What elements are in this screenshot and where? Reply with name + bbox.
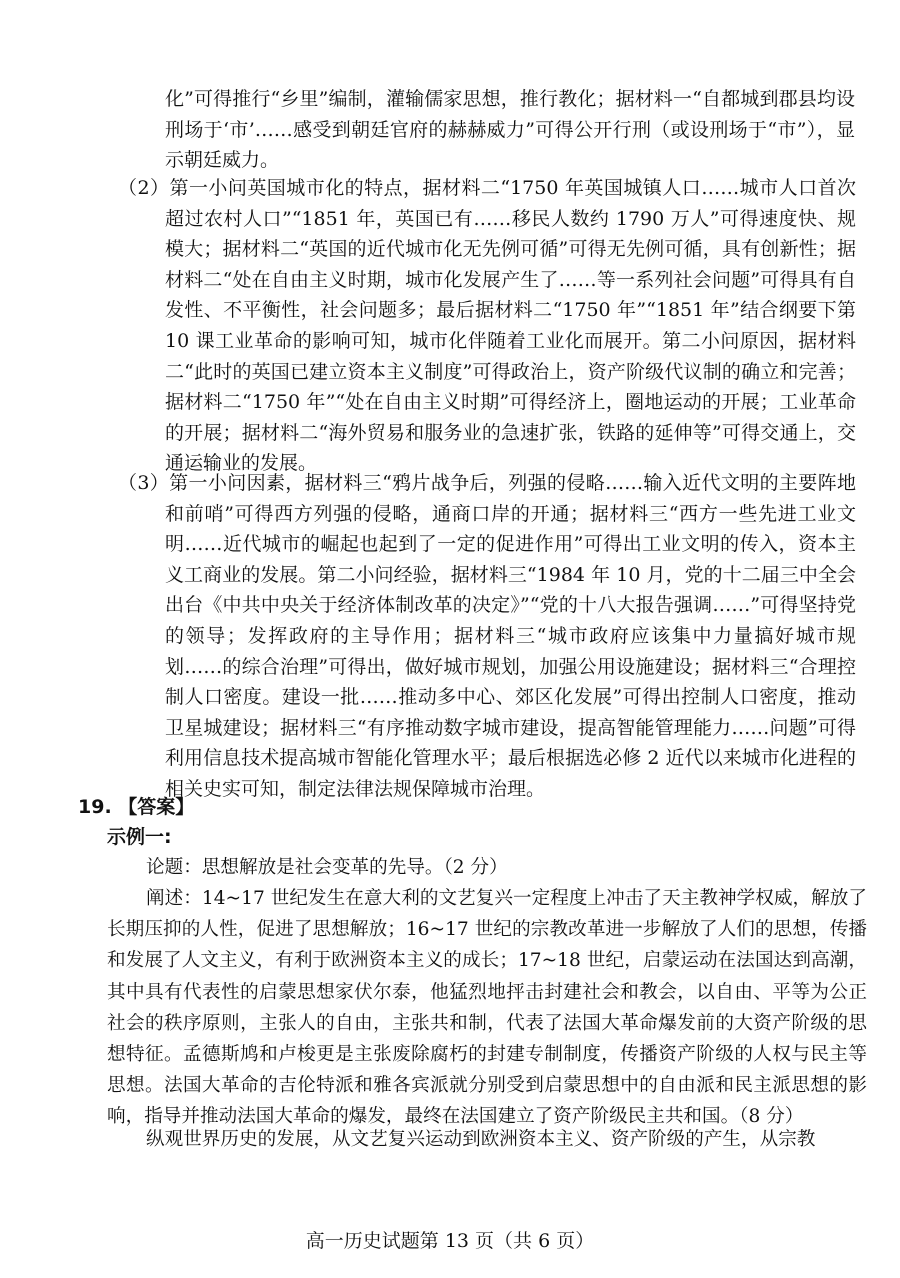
exposition-paragraph: 阐述：14~17 世纪发生在意大利的文艺复兴一定程度上冲击了天主教神学权威，解放了长期压抑的人性，促进了思想解放；16~17 世纪的宗教改革进一步解放了人们的思想，传播和发展了人文主义，有利于欧洲资本主义的成长；17~18 世纪，启蒙运动在法国达到高潮，其中具有代表性的启蒙思想家伏尔泰，他猛烈地抨击封建社会和教会，以自由、平等为公正社会的秩序原则，主张人的自由，主张共和制，代表了法国大革命爆发前的大资产阶级的思想特征。孟德斯鸠和卢梭更是主张废除腐朽的封建专制制度，传播资产阶级的人权与民主等思想。法国大革命的吉伦特派和雅各宾派就分别受到启蒙思想中的自由派和民主派思想的影响，指导并推动法国大革命的爆发，最终在法国建立了资产阶级民主共和国。（8 分） — [107, 888, 867, 1128]
question-19-heading — [78, 792, 194, 822]
topic-paragraph: 论题：思想解放是社会变革的先导。（2 分） — [146, 857, 508, 878]
closing-paragraph: 纵观世界历史的发展，从文艺复兴运动到欧洲资本主义、资产阶级的产生，从宗教 — [146, 1129, 816, 1150]
page-footer: 高一历史试题第 13 页（共 6 页） — [305, 1230, 595, 1252]
answer-item-3: （3）第一小问因素，据材料三“鸦片战争后，列强的侵略……输入近代文明的主要阵地和前哨”可得西方列强的侵略，通商口岸的开通；据材料三“西方一些先进工业文明……近代城市的崛起也起到了一定的促进作用”可得出工业文明的传入，资本主义工商业的发展。第二小问经验，据材料三“1984 年 10 月，党的十二届三中全会出台《中共中央关于经济体制改革的决定》”“党的十八大报告强调……”可得坚持党的领导；发挥政府的主导作用；据材料三“城市政府应该集中力量搞好城市规划……的综合治理”可得出，做好城市规划，加强公用设施建设；据材料三“合理控制人口密度。建设一批……推动多中心、郊区化发展”可得出控制人口密度，推动卫星城建设；据材料三“有序推动数字城市建设，提高智能管理能力……问题”可得利用信息技术提高城市智能化管理水平；最后根据选必修 2 近代以来城市化进程的相关史实可知，制定法律法规保障城市治理。 — [118, 472, 856, 800]
answer-item-2: （2）第一小问英国城市化的特点，据材料二“1750 年英国城镇人口……城市人口首次超过农村人口”“1851 年，英国已有……移民人数约 1790 万人”可得速度快、规模大；据材料二“英国的近代城市化无先例可循”可得无先例可循，具有创新性；据材料二“处在自由主义时期，城市化发展产生了……等一系列社会问题”可得具有自发性、不平衡性，社会问题多；最后据材料二“1750 年”“1851 年”结合纲要下第 10 课工业革命的影响可知，城市化伴随着工业化而展开。第二小问原因，据材料二“此时的英国已建立资本主义制度”可得政治上，资产阶级代议制的确立和完善；据材料二“1750 年”“处在自由主义时期”可得经济上，圈地运动的开展；工业革命的开展；据材料二“海外贸易和服务业的急速扩张，铁路的延伸等”可得交通上，交通运输业的发展。 — [118, 177, 856, 475]
example-label: 示例一: — [107, 826, 172, 848]
answer-label: 【答案】 — [118, 796, 195, 818]
question-number: 19. — [78, 796, 112, 818]
continuation-paragraph: 化”可得推行“乡里”编制，灌输儒家思想，推行教化；据材料一“自都城到郡县均设刑场于‘市’……感受到朝廷官府的赫赫威力”可得公开行刑（或设刑场于“市”），显示朝廷威力。 — [165, 88, 855, 172]
